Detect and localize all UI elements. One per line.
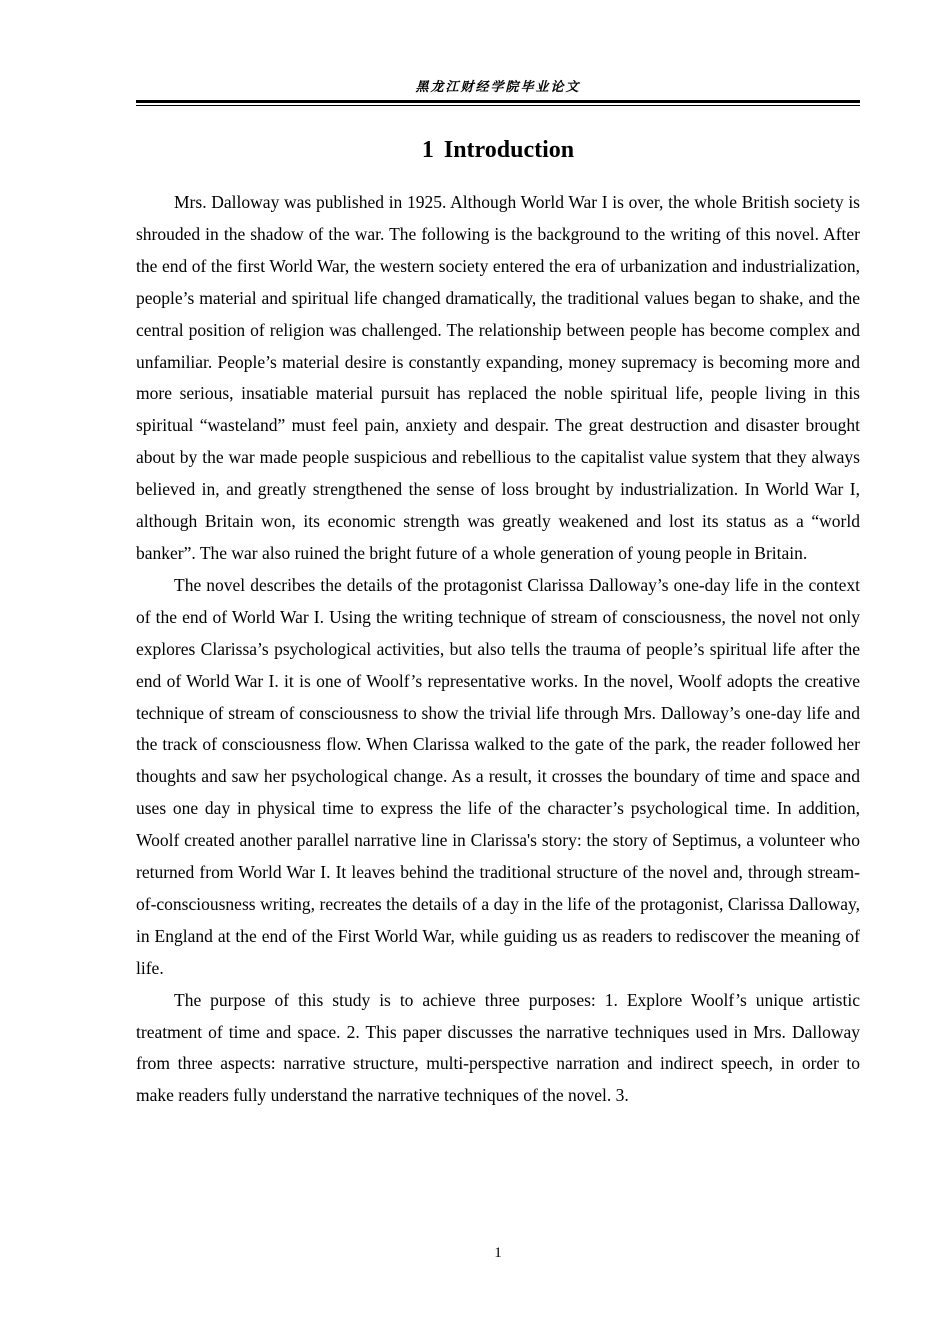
body-text [136, 187, 860, 1112]
running-header: 黑龙江财经学院毕业论文 [415, 80, 581, 95]
paragraph-2: The novel describes the details of the protagonist Clarissa Dalloway’s one-day life in the context of the end of World War I. Using the writing technique of stream of consciousness, the novel not only explores Clarissa’s psychological activities, but also tells the trauma of people’s spiritual life after the end of World War I. it is one of Woolf’s representative works. In the novel, Woolf adopts the creative technique of stream of consciousness to show the trivial life through Mrs. Dalloway’s one-day life and the track of consciousness flow. When Clarissa walked to the gate of the park, the reader followed her thoughts and saw her psychological change. As a result, it crosses the boundary of time and space and uses one day in physical time to express the life of the character’s psychological time. In addition, Woolf created another parallel narrative line in Clarissa's story: the story of Septimus, a volunteer who returned from World War I. It leaves behind the traditional structure of the novel and, through stream-of-consciousness writing, recreates the details of a day in the life of the protagonist, Clarissa Dalloway, in England at the end of the First World War, while guiding us as readers to rediscover the meaning of life. [136, 574, 860, 978]
chapter-title-text: Introduction [443, 137, 575, 163]
chapter-title [136, 133, 860, 167]
header-rule-thick [136, 100, 860, 103]
paragraph-3: The purpose of this study is to achieve three purposes: 1. Explore Woolf’s unique artistic treatment of time and space. 2. This paper discusses the narrative techniques used in Mrs. Dalloway from three aspects: narrative structure, multi-perspective narration and indirect speech, in order to make readers fully understand the narrative techniques of the novel. 3. [136, 989, 860, 1106]
chapter-number: 1 [421, 137, 434, 163]
page-number: 1 [494, 1245, 502, 1261]
header-rule-thin [136, 105, 860, 106]
paragraph-1: Mrs. Dalloway was published in 1925. Although World War I is over, the whole British society is shrouded in the shadow of the war. The following is the background to the writing of this novel. After the end of the first World War, the western society entered the era of urbanization and industrialization, people’s material and spiritual life changed dramatically, the traditional values began to shake, and the central position of religion was challenged. The relationship between people has become complex and unfamiliar. People’s material desire is constantly expanding, money supremacy is becoming more and more serious, insatiable material pursuit has replaced the noble spiritual life, people living in this spiritual “wasteland” must feel pain, anxiety and despair. The great destruction and disaster brought about by the war made people suspicious and rebellious to the capitalist value system that they always believed in, and greatly strengthened the sense of loss brought by industrialization. In World War I, although Britain won, its economic strength was greatly weakened and lost its status as a “world banker”. The war also ruined the bright future of a whole generation of young people in Britain. [136, 192, 860, 563]
